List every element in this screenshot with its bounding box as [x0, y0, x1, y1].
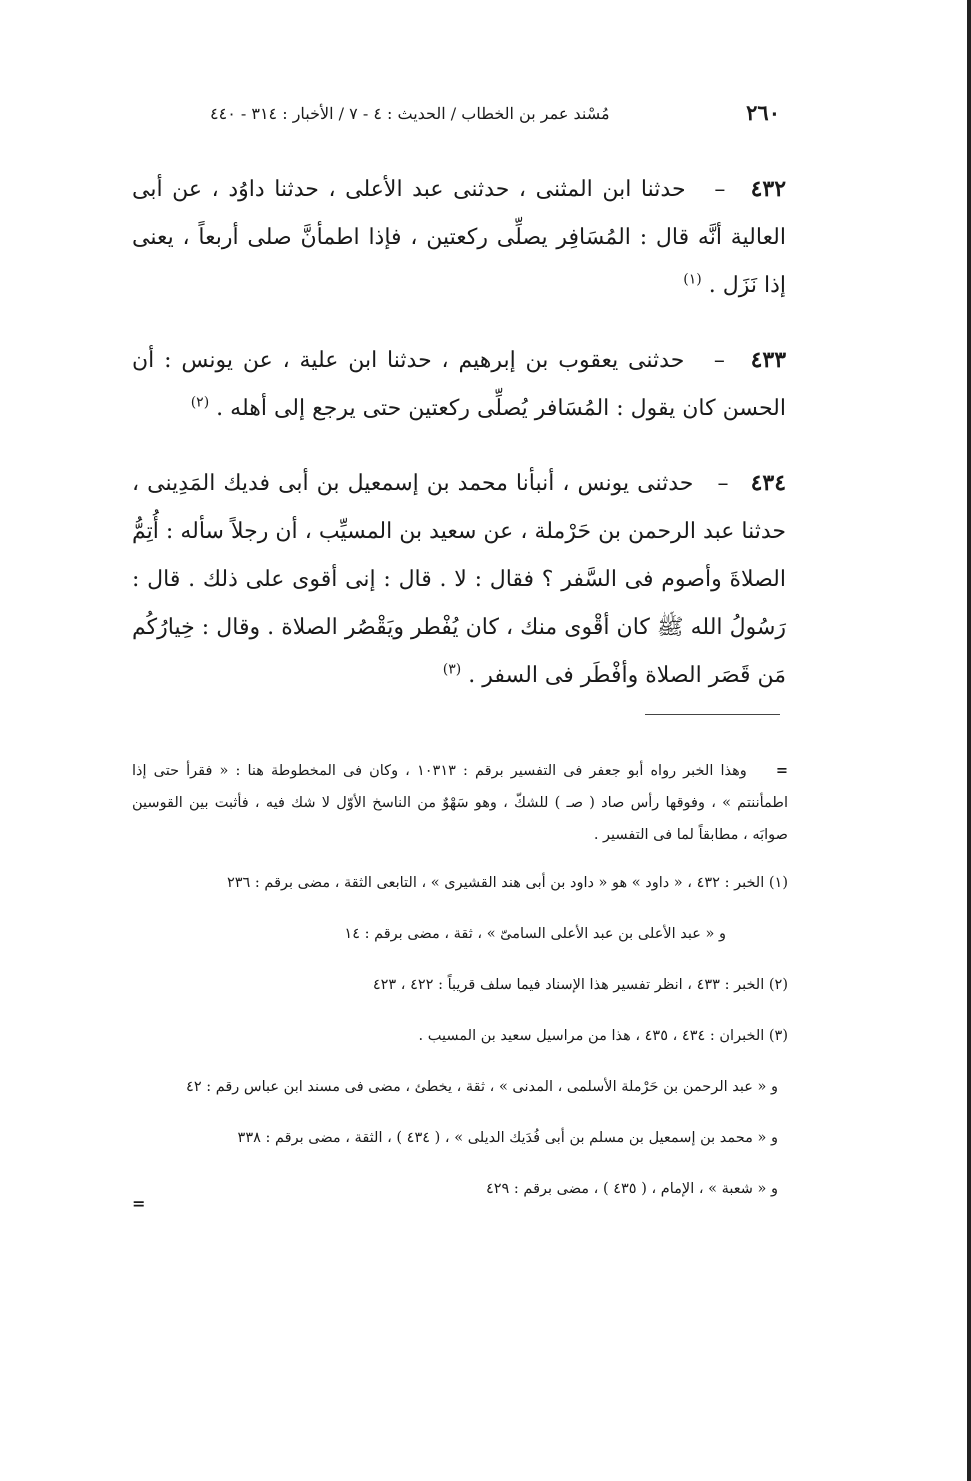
dash: – — [695, 177, 735, 202]
page-edge — [967, 0, 971, 1481]
footnote-1-cont: و « عبد الأعلى بن عبد الأعلى السامىّ » ، ثقة ، مضى برقم : ١٤ — [344, 926, 726, 942]
footnotes-section — [132, 755, 788, 1230]
footnote-separator — [645, 714, 780, 715]
running-title: مُسْند عمر بن الخطاب / الحديث : ٤ - ٧ / الأخبار : ٣١٤ - ٤٤٠ — [210, 104, 610, 123]
footnote-3: (٣) الخبران : ٤٣٤ ، ٤٣٥ ، هذا من مراسيل سعيد بن المسيب . — [418, 1028, 788, 1044]
footnote-1: (١) الخبر : ٤٣٢ ، « داود » هو « داود بن أبى هند القشيرى » ، التابعى الثقة ، مضى برقم : ٢٣٦ — [226, 875, 788, 891]
footnote-ref: (٢) — [190, 394, 210, 411]
continuation-mark-end: = — [132, 1194, 146, 1213]
page-number: ٢٦٠ — [746, 100, 780, 125]
footnote-3-cont: و « عبد الرحمن بن حَرْملة الأسلمى ، المدنى » ، ثقة ، يخطئ ، مضى فى مسند ابن عباس رقم : ٤٢ — [186, 1079, 778, 1095]
hadith-434 — [132, 459, 786, 700]
page-header — [210, 100, 780, 136]
footnote-ref: (٣) — [442, 661, 462, 678]
continuation-mark: = — [775, 762, 789, 779]
dash: – — [701, 471, 737, 496]
hadith-text: حدثنى يونس ، أنبأنا محمد بن إسمعيل بن أبى فديك المَدِينى ، حدثنا عبد الرحمن بن حَرْملة ، عن سعيد بن المسيِّب ، أن رجلاً سأله : أُتِمُّ الصلاةَ وأصوم فى السَّفر ؟ فقال : لا . قال : إنى أقوى على ذلك . قال : رَسُولُ الله ﷺ كان أقْوى منك ، كان يُفْطر ويَقْصُر الصلاة . وقال : خِيارُكُم مَن قَصَر الصلاة وأفْطَر فى السفر . — [132, 471, 786, 688]
hadith-433 — [132, 336, 786, 433]
continued-note — [132, 755, 788, 851]
footnote-2: (٢) الخبر : ٤٣٣ ، انظر تفسير هذا الإسناد فيما سلف قريباً : ٤٢٢ ، ٤٢٣ — [372, 977, 788, 993]
hadith-number: ٤٣٢ — [750, 176, 787, 202]
main-text — [132, 165, 786, 726]
footnote-ref: (١) — [683, 271, 702, 288]
continued-note-text: وهذا الخبر رواه أبو جعفر فى التفسير برقم : ١٠٣١٣ ، وكان فى المخطوطة هنا : « فقرأ حتى إذا اطمأننتم » ، وفوقها رأس صاد ( صـ ) للشكّ ، وهو سَهْوٌ من الناسخ الأوّل لا شك فيه ، فأثبت بين القوسين صوابَه ، مطابقاً لما فى التفسير . — [132, 763, 788, 843]
footnote-3-cont: و « محمد بن إسمعيل بن مسلم بن أبى فُدَيك الديلى » ، ( ٤٣٤ ) ، الثقة ، مضى برقم : ٣٣٨ — [237, 1130, 778, 1146]
hadith-number: ٤٣٣ — [750, 347, 787, 373]
hadith-text: حدثنى يعقوب بن إبرهيم ، حدثنا ابن علية ، عن يونس : أن الحسن كان يقول : المُسَافر يُصلِّى ركعتين حتى يرجع إلى أهله . — [132, 348, 786, 421]
hadith-432 — [132, 165, 786, 310]
hadith-number: ٤٣٤ — [750, 470, 787, 496]
dash: – — [694, 348, 735, 373]
hadith-text: حدثنا ابن المثنى ، حدثنى عبد الأعلى ، حدثنا داوُد ، عن أبى العالية أنَّه قال : المُسَافِر يصلِّى ركعتين ، فإذا اطمأنَّ صلى أربعاً ، يعنى إذا نَزَل . — [132, 177, 786, 298]
footnote-3-cont: و « شعبة » ، الإمام ، ( ٤٣٥ ) ، مضى برقم : ٤٢٩ — [485, 1181, 778, 1197]
